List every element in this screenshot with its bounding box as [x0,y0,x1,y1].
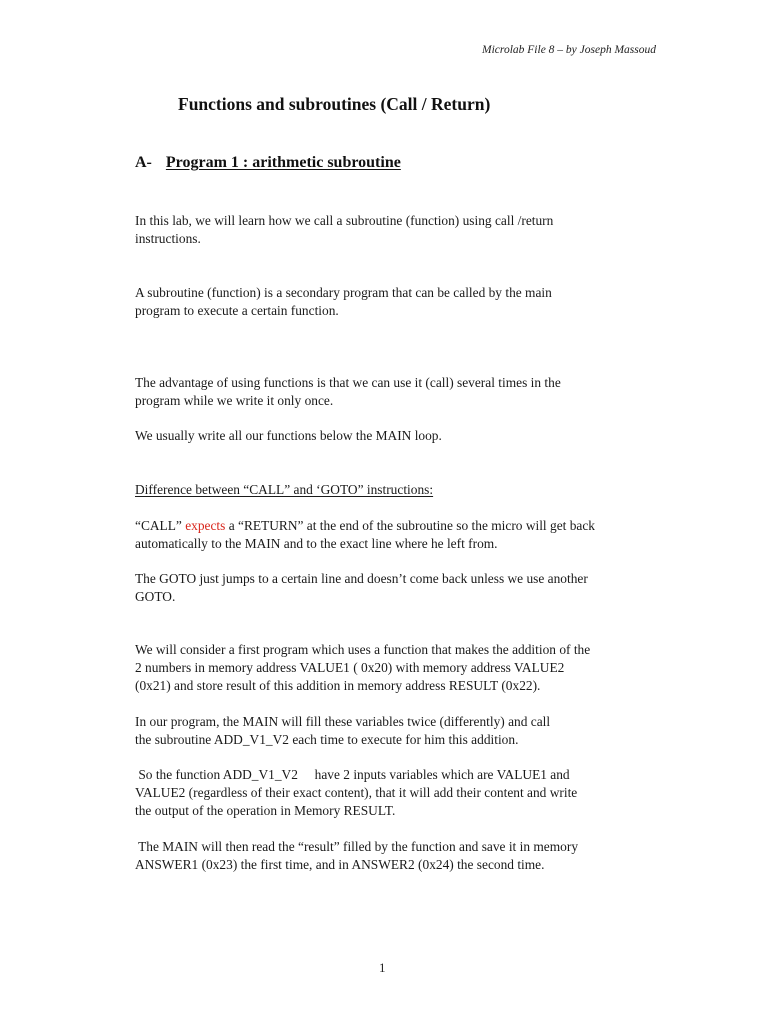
text-line: The MAIN will then read the “result” filled by the function and save it in memory [135,839,579,854]
text-line: the output of the operation in Memory RESULT. [135,803,396,818]
text-line: (0x21) and store result of this addition in memory address RESULT (0x22). [135,678,541,693]
text-line: 2 numbers in memory address VALUE1 ( 0x20) with memory address VALUE2 [135,660,565,675]
paragraph-definition [135,284,655,320]
text-line: Difference between “CALL” and ‘GOTO” instructions: [135,482,434,497]
paragraph-main-loop [135,427,655,445]
text-line: We will consider a first program which uses a function that makes the addition of the [135,642,591,657]
text-fragment: “CALL” [135,518,186,533]
text-line: In our program, the MAIN will fill these variables twice (differently) and call [135,714,551,729]
text-line: program to execute a certain function. [135,303,339,318]
text-line: So the function ADD_V1_V2 have 2 inputs variables which are VALUE1 and [135,767,570,782]
paragraph-main-read [135,838,655,874]
document-title: Functions and subroutines (Call / Return) [178,94,491,114]
text-line: instructions. [135,231,201,246]
text-line: We usually write all our functions below the MAIN loop. [135,428,442,443]
paragraph-function-inputs [135,766,655,820]
text-line: program while we write it only once. [135,393,334,408]
text-line: The GOTO just jumps to a certain line and doesn’t come back unless we use another [135,571,588,586]
paragraph-advantage [135,374,655,410]
text-line: ANSWER1 (0x23) the first time, and in ANSWER2 (0x24) the second time. [135,857,545,872]
text-line [135,517,655,535]
paragraph-goto [135,570,655,606]
text-fragment: a “RETURN” at the end of the subroutine so the micro will get back [225,518,595,533]
section-title: Program 1 : arithmetic subroutine [165,154,401,171]
page-header: Microlab File 8 – by Joseph Massoud [482,44,656,56]
paragraph-main-fill [135,713,655,749]
paragraph-intro [135,212,655,248]
page-number: 1 [379,960,386,975]
text-line: automatically to the MAIN and to the exact line where he left from. [135,536,498,551]
text-line: A subroutine (function) is a secondary program that can be called by the main [135,285,552,300]
highlighted-word: expects [185,518,226,533]
text-line: the subroutine ADD_V1_V2 each time to execute for him this addition. [135,732,519,747]
text-line: In this lab, we will learn how we call a subroutine (function) using call /return [135,213,554,228]
paragraph-call [135,517,655,553]
section-label: A- [135,154,152,171]
text-line: VALUE2 (regardless of their exact content), that it will add their content and write [135,785,578,800]
paragraph-difference-heading [135,481,655,499]
section-heading [135,154,401,172]
text-line: The advantage of using functions is that we can use it (call) several times in the [135,375,561,390]
text-line: GOTO. [135,589,176,604]
paragraph-first-program [135,641,655,695]
